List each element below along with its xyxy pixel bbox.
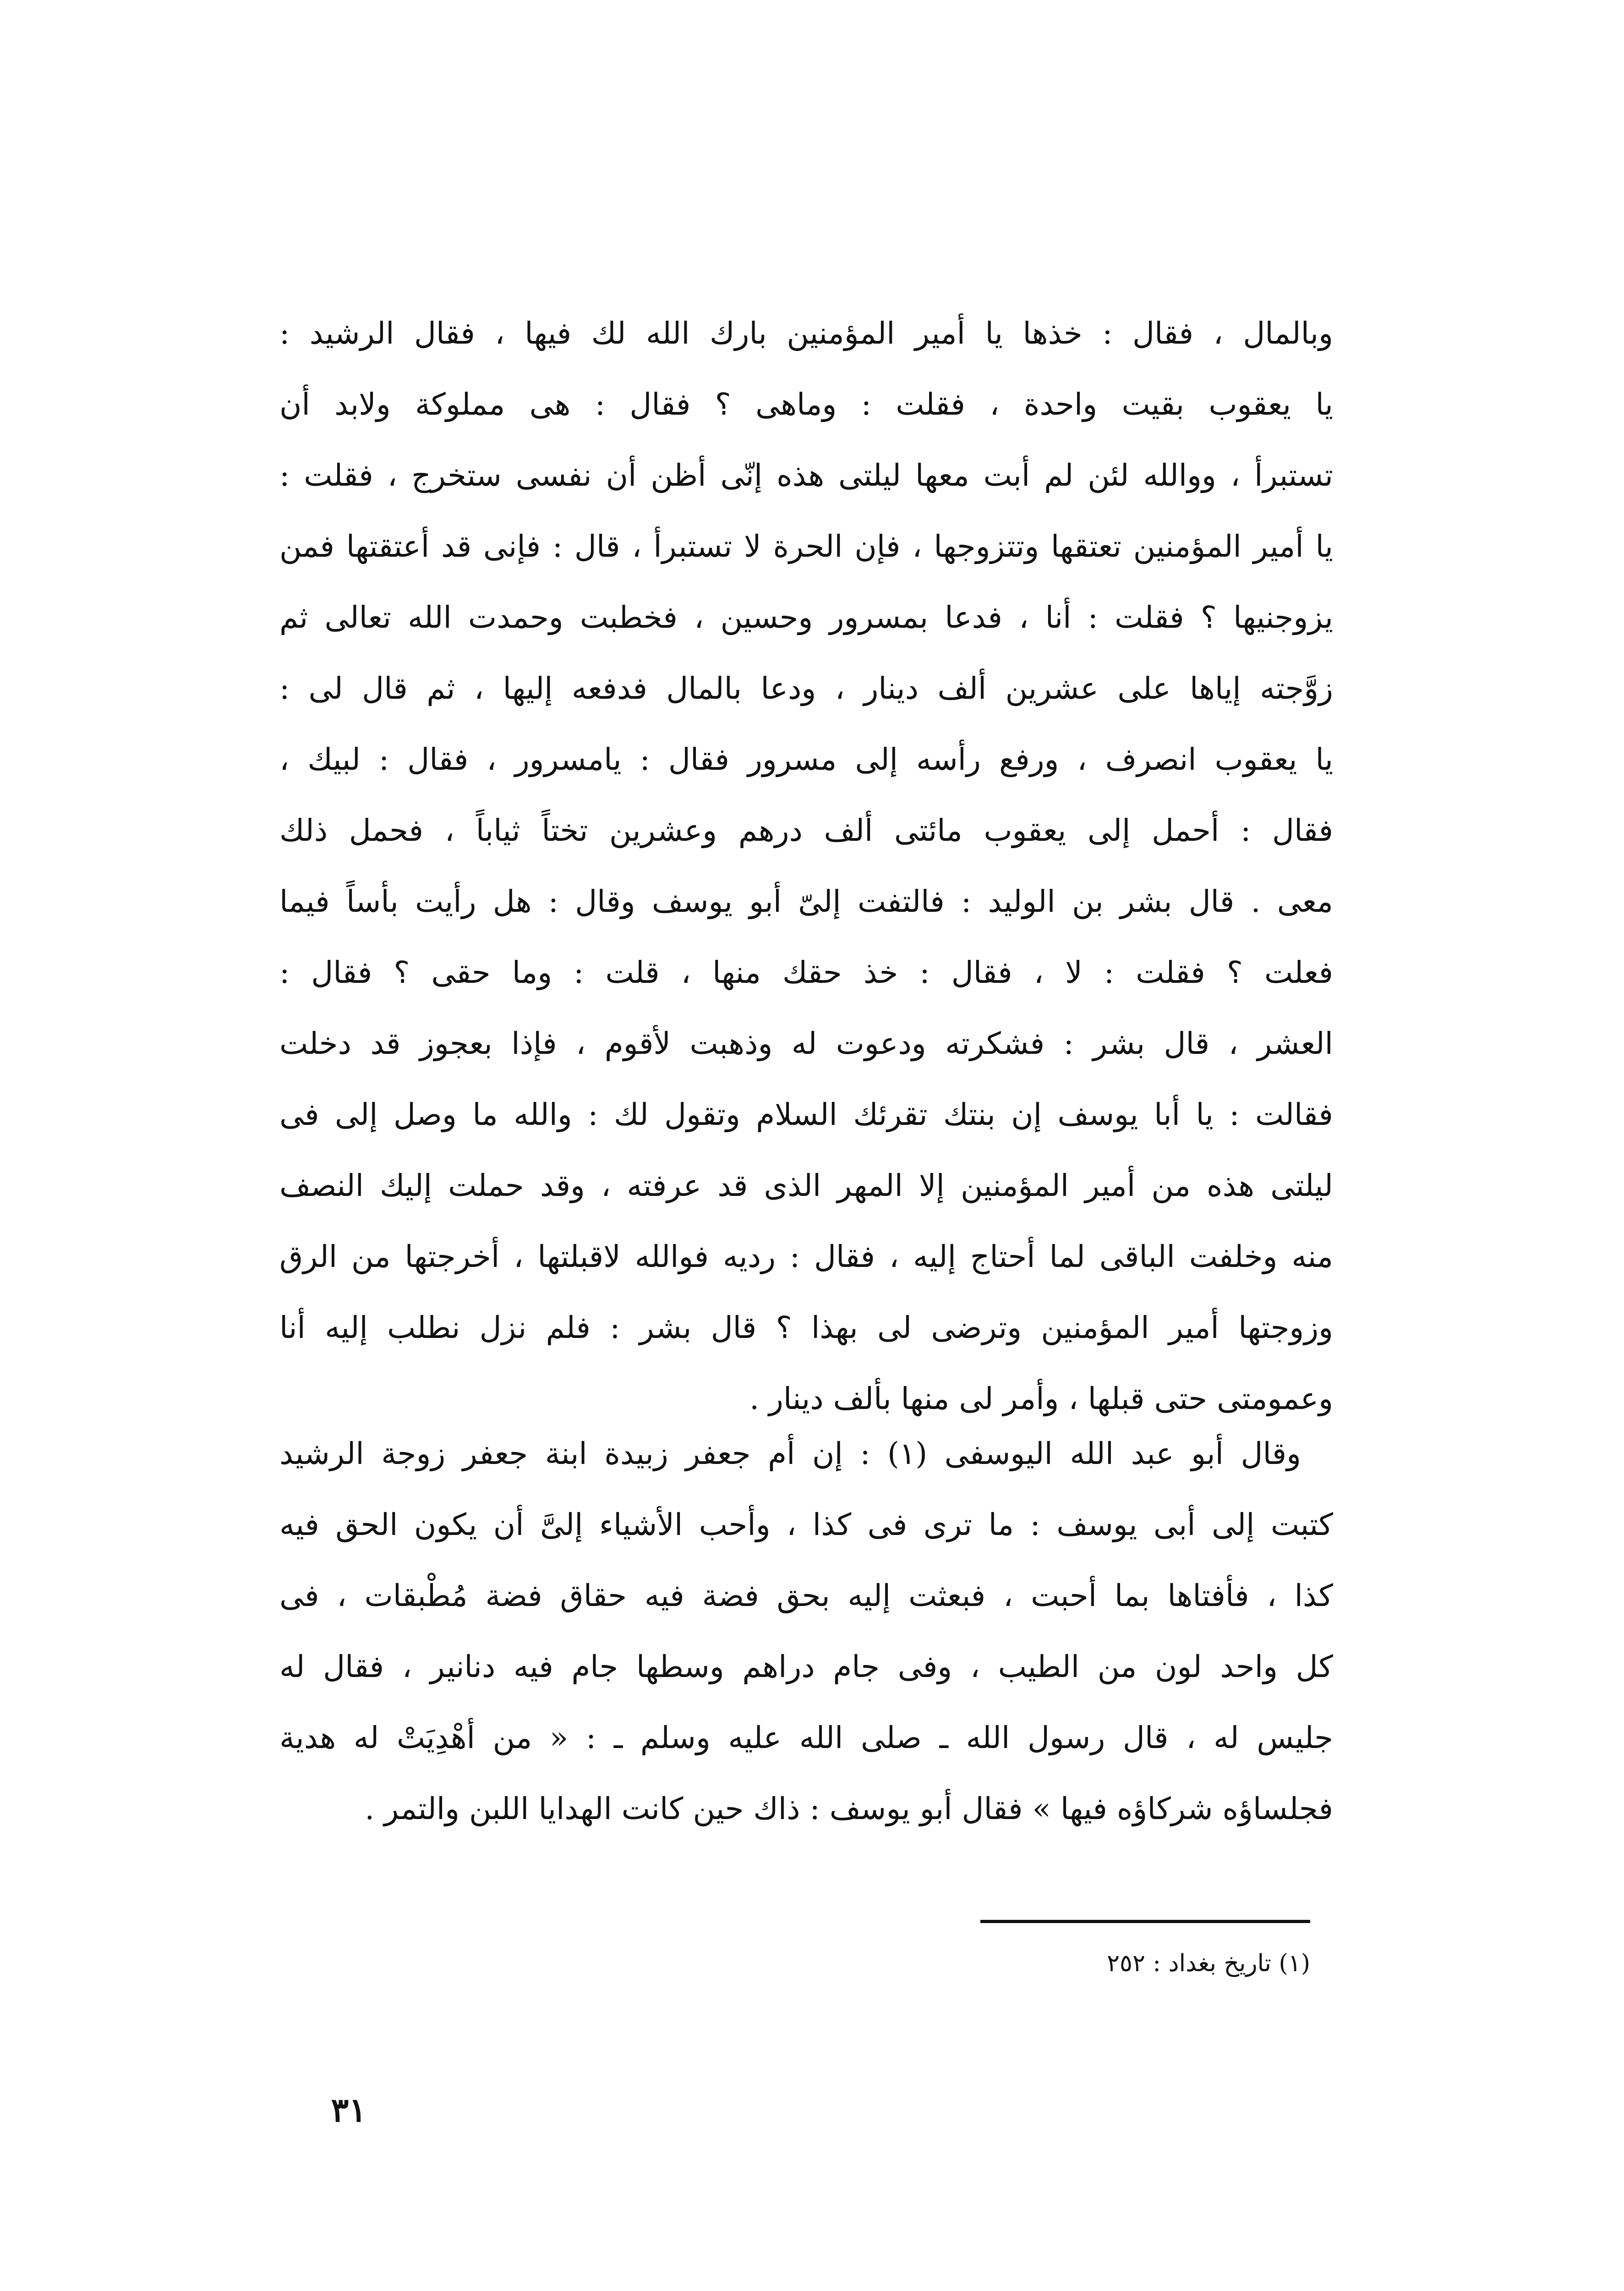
text-line: كذا ، فأفتاها بما أحبت ، فبعثت إليه بحق فضة فيه حقاق فضة مُطْبقات ، فى	[279, 1578, 1333, 1613]
text-line: يا يعقوب بقيت واحدة ، فقلت : وماهى ؟ فقال : هى مملوكة ولابد أن	[279, 387, 1333, 422]
text-line: يزوجنيها ؟ فقلت : أنا ، فدعا بمسرور وحسين ، فخطبت وحمدت الله تعالى ثم	[279, 600, 1333, 635]
text-line: فجلساؤه شركاؤه فيها » فقال أبو يوسف : ذاك حين كانت الهدايا اللبن والتمر .	[365, 1791, 1333, 1826]
text-line: معى . قال بشر بن الوليد : فالتفت إلىّ أبو يوسف وقال : هل رأيت بأساً فيما	[279, 884, 1333, 919]
text-line: يا أمير المؤمنين تعتقها وتتزوجها ، فإن الحرة لا تستبرأ ، قال : فإنى قد أعتقتها فمن	[279, 529, 1333, 564]
text-line: العشر ، قال بشر : فشكرته ودعوت له وذهبت لأقوم ، فإذا بعجوز قد دخلت	[279, 1026, 1333, 1061]
text-line: وبالمال ، فقال : خذها يا أمير المؤمنين بارك الله لك فيها ، فقال الرشيد :	[279, 316, 1333, 351]
text-line: منه وخلفت الباقى لما أحتاج إليه ، فقال : رديه فوالله لاقبلتها ، أخرجتها من الرق	[279, 1239, 1333, 1274]
text-line: زوَّجته إياها على عشرين ألف دينار ، ودعا بالمال فدفعه إليها ، ثم قال لى :	[279, 671, 1333, 706]
text-line: جليس له ، قال رسول الله ـ صلى الله عليه وسلم ـ : « من أهْدِيَتْ له هدية	[279, 1720, 1333, 1755]
text-line: كتبت إلى أبى يوسف : ما ترى فى كذا ، وأحب الأشياء إلىَّ أن يكون الحق فيه	[279, 1507, 1333, 1542]
footnote: (١) تاريخ بغداد : ٢٥٢	[1107, 1950, 1310, 1977]
body-paragraph-2	[279, 1418, 1333, 1844]
footnote-separator	[980, 1920, 1310, 1923]
text-line: يا يعقوب انصرف ، ورفع رأسه إلى مسرور فقال : يامسرور ، فقال : لبيك ،	[279, 742, 1333, 777]
text-line: ليلتى هذه من أمير المؤمنين إلا المهر الذى قد عرفته ، وقد حملت إليك النصف	[279, 1168, 1333, 1203]
text-line: وقال أبو عبد الله اليوسفى (١) : إن أم جعفر زبيدة ابنة جعفر زوجة الرشيد	[279, 1436, 1301, 1471]
text-line: فقالت : يا أبا يوسف إن بنتك تقرئك السلام وتقول لك : والله ما وصل إلى فى	[279, 1097, 1333, 1132]
page-number: ٣١	[331, 2090, 366, 2129]
text-line: وعمومتى حتى قبلها ، وأمر لى منها بألف دينار .	[749, 1381, 1333, 1416]
text-line: فعلت ؟ فقلت : لا ، فقال : خذ حقك منها ، قلت : وما حقى ؟ فقال :	[279, 955, 1333, 990]
text-line: كل واحد لون من الطيب ، وفى جام دراهم وسطها جام فيه دنانير ، فقال له	[279, 1649, 1333, 1684]
text-line: تستبرأ ، ووالله لئن لم أبت معها ليلتى هذه إنّى أظن أن نفسى ستخرج ، فقلت :	[279, 458, 1333, 493]
body-paragraph-1	[279, 298, 1333, 1434]
text-line: وزوجتها أمير المؤمنين وترضى لى بهذا ؟ قال بشر : فلم نزل نطلب إليه أنا	[279, 1310, 1333, 1345]
text-line: فقال : أحمل إلى يعقوب مائتى ألف درهم وعشرين تختاً ثياباً ، فحمل ذلك	[279, 813, 1333, 848]
